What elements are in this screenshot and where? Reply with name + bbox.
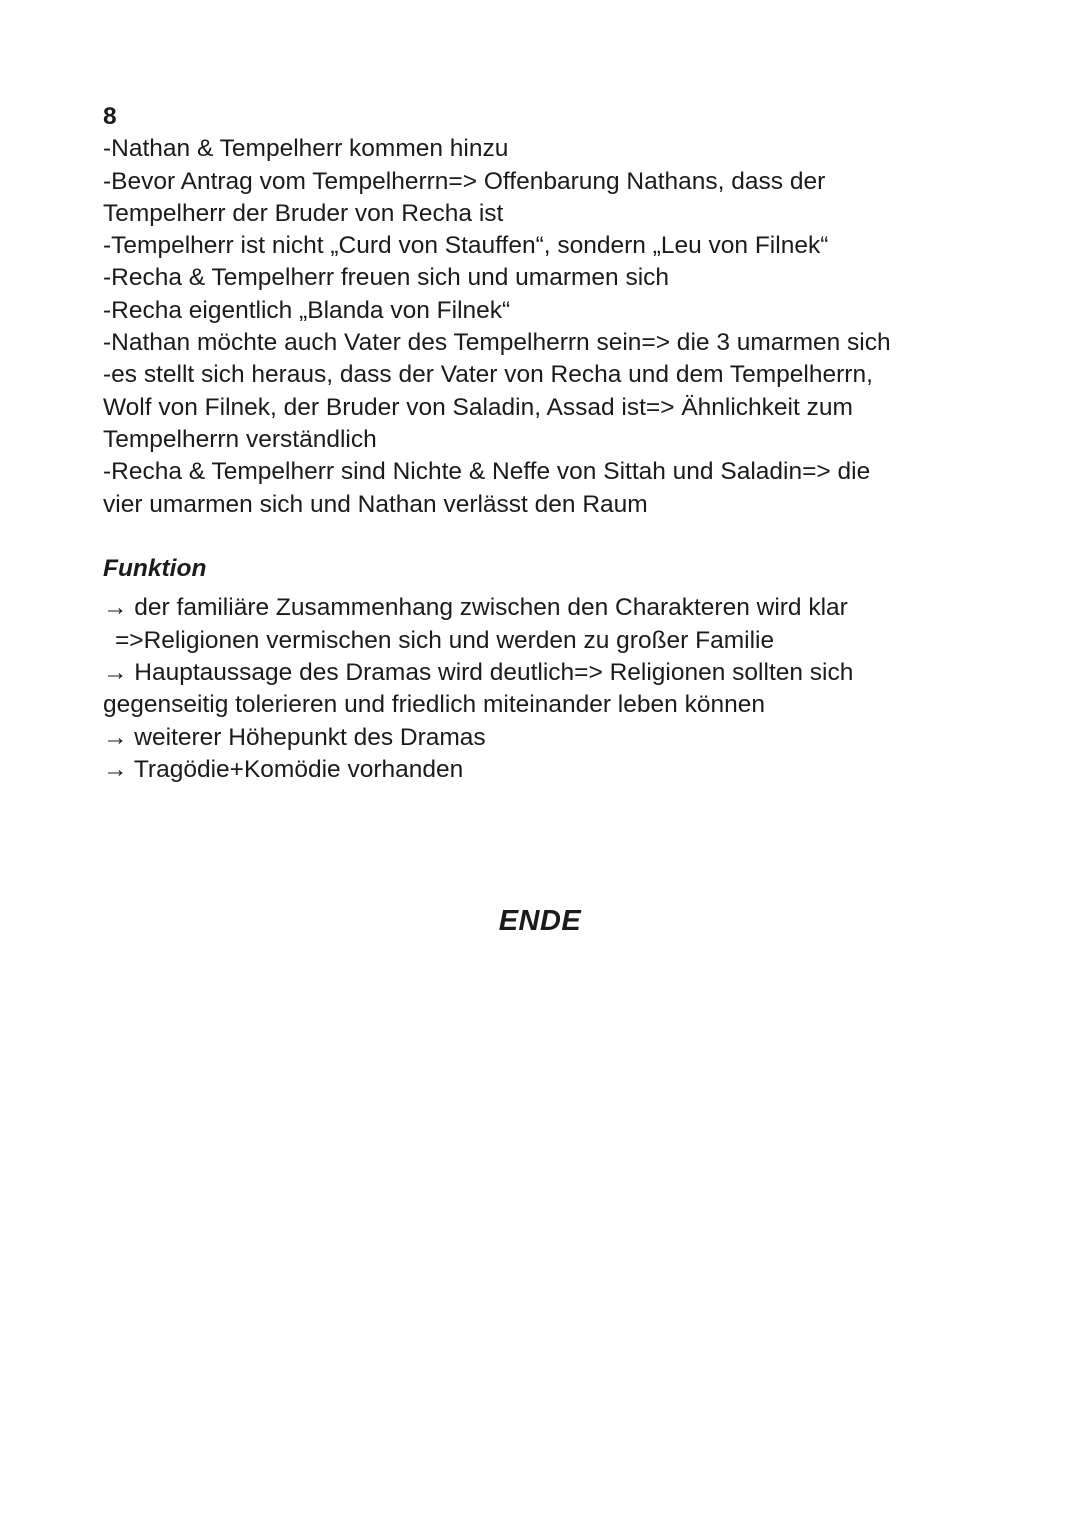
funktion-heading: Funktion xyxy=(103,555,207,583)
funktion-line: → weiterer Höhepunkt des Dramas xyxy=(103,723,486,751)
ende-label: ENDE xyxy=(498,905,582,938)
note-line: -Bevor Antrag vom Tempelherrn=> Offenbarung Nathans, dass der xyxy=(103,167,826,195)
funktion-line: =>Religionen vermischen sich und werden zu großer Familie xyxy=(115,626,775,654)
note-line: -Recha eigentlich „Blanda von Filnek“ xyxy=(103,296,511,324)
note-line: Wolf von Filnek, der Bruder von Saladin, Assad ist=> Ähnlichkeit zum xyxy=(103,393,853,421)
funktion-line: → Tragödie+Komödie vorhanden xyxy=(103,755,464,783)
note-line: -Nathan & Tempelherr kommen hinzu xyxy=(103,135,509,163)
funktion-line: → Hauptaussage des Dramas wird deutlich=> Religionen sollten sich xyxy=(103,659,854,687)
note-line: vier umarmen sich und Nathan verlässt den Raum xyxy=(103,490,648,518)
funktion-line: gegenseitig tolerieren und friedlich miteinander leben können xyxy=(103,691,765,719)
note-line: -es stellt sich heraus, dass der Vater von Recha und dem Tempelherrn, xyxy=(103,361,873,389)
note-line: -Recha & Tempelherr sind Nichte & Neffe von Sittah und Saladin=> die xyxy=(103,458,871,486)
note-line: -Nathan möchte auch Vater des Tempelherrn sein=> die 3 umarmen sich xyxy=(103,329,891,357)
document-content xyxy=(103,101,1038,938)
section-number: 8 xyxy=(103,103,117,130)
note-line: -Tempelherr ist nicht „Curd von Stauffen“, sondern „Leu von Filnek“ xyxy=(103,232,829,260)
note-line: Tempelherr der Bruder von Recha ist xyxy=(103,199,504,227)
note-line: -Recha & Tempelherr freuen sich und umarmen sich xyxy=(103,264,670,292)
note-line: Tempelherrn verständlich xyxy=(103,425,377,453)
funktion-line: → der familiäre Zusammenhang zwischen den Charakteren wird klar xyxy=(103,594,848,622)
